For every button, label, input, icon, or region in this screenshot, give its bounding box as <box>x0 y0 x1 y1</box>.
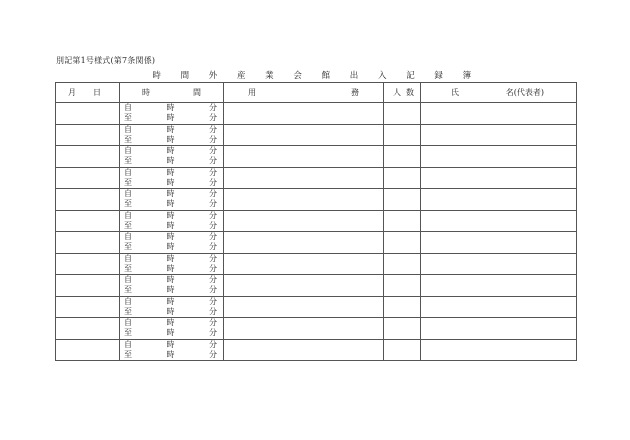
business-cell[interactable] <box>224 210 384 232</box>
table-row <box>56 103 577 125</box>
table-row <box>56 167 577 189</box>
minute-label: 分 <box>209 220 217 230</box>
hour-label: 時 <box>166 275 175 285</box>
people-cell[interactable] <box>384 167 421 189</box>
people-cell[interactable] <box>384 339 421 361</box>
time-cell[interactable] <box>120 296 224 318</box>
col-header-people-part2: 数 <box>406 88 414 97</box>
time-cell[interactable] <box>120 146 224 168</box>
time-cell[interactable] <box>120 232 224 254</box>
time-from-line <box>120 168 223 178</box>
time-to-line <box>120 264 223 274</box>
time-from-line <box>120 297 223 307</box>
minute-label: 分 <box>209 124 217 134</box>
date-cell[interactable] <box>56 189 120 211</box>
time-from-line <box>120 254 223 264</box>
col-header-business-part1: 用 <box>248 88 256 97</box>
date-cell[interactable] <box>56 146 120 168</box>
hour-label: 時 <box>166 306 175 316</box>
name-cell[interactable] <box>421 296 577 318</box>
time-from-line <box>120 340 223 350</box>
minute-label: 分 <box>209 263 217 273</box>
minute-label: 分 <box>209 275 217 285</box>
people-cell[interactable] <box>384 296 421 318</box>
time-to-line <box>120 350 223 360</box>
time-to-line <box>120 156 223 166</box>
people-cell[interactable] <box>384 189 421 211</box>
time-cell[interactable] <box>120 275 224 297</box>
name-cell[interactable] <box>421 124 577 146</box>
date-cell[interactable] <box>56 253 120 275</box>
time-to-line <box>120 242 223 252</box>
table-row <box>56 124 577 146</box>
table-row <box>56 296 577 318</box>
minute-label: 分 <box>209 296 217 306</box>
table-row <box>56 146 577 168</box>
time-from-line <box>120 103 223 113</box>
date-cell[interactable] <box>56 124 120 146</box>
to-label: 至 <box>124 242 132 252</box>
minute-label: 分 <box>209 210 217 220</box>
people-cell[interactable] <box>384 146 421 168</box>
hour-label: 時 <box>166 263 175 273</box>
time-cell[interactable] <box>120 103 224 125</box>
business-cell[interactable] <box>224 339 384 361</box>
minute-label: 分 <box>209 156 217 166</box>
date-cell[interactable] <box>56 210 120 232</box>
name-cell[interactable] <box>421 253 577 275</box>
name-cell[interactable] <box>421 210 577 232</box>
time-cell[interactable] <box>120 124 224 146</box>
hour-label: 時 <box>166 124 175 134</box>
time-cell[interactable] <box>120 339 224 361</box>
to-label: 至 <box>124 113 132 123</box>
name-cell[interactable] <box>421 275 577 297</box>
to-label: 至 <box>124 156 132 166</box>
hour-label: 時 <box>166 199 175 209</box>
business-cell[interactable] <box>224 296 384 318</box>
business-cell[interactable] <box>224 146 384 168</box>
entry-log-table <box>55 82 577 361</box>
form-number-label: 別記第1号様式(第7条関係) <box>56 56 156 65</box>
date-cell[interactable] <box>56 296 120 318</box>
from-label: 自 <box>124 146 132 156</box>
people-cell[interactable] <box>384 232 421 254</box>
business-cell[interactable] <box>224 232 384 254</box>
minute-label: 分 <box>209 242 217 252</box>
hour-label: 時 <box>166 146 175 156</box>
to-label: 至 <box>124 220 132 230</box>
col-header-time-part2: 間 <box>193 88 201 97</box>
hour-label: 時 <box>166 220 175 230</box>
col-header-date <box>56 83 120 103</box>
people-cell[interactable] <box>384 318 421 340</box>
time-from-line <box>120 189 223 199</box>
table-row <box>56 339 577 361</box>
from-label: 自 <box>124 275 132 285</box>
to-label: 至 <box>124 199 132 209</box>
hour-label: 時 <box>166 210 175 220</box>
from-label: 自 <box>124 167 132 177</box>
col-header-day: 日 <box>93 88 101 97</box>
hour-label: 時 <box>166 134 175 144</box>
col-header-month: 月 <box>68 88 76 97</box>
minute-label: 分 <box>209 318 217 328</box>
business-cell[interactable] <box>224 275 384 297</box>
business-cell[interactable] <box>224 253 384 275</box>
minute-label: 分 <box>209 103 217 113</box>
form-title: 時 間 外 産 業 会 館 出 入 記 録 簿 <box>152 71 480 81</box>
table-row <box>56 232 577 254</box>
minute-label: 分 <box>209 167 217 177</box>
hour-label: 時 <box>166 189 175 199</box>
name-cell[interactable] <box>421 339 577 361</box>
from-label: 自 <box>124 124 132 134</box>
to-label: 至 <box>124 285 132 295</box>
table-row <box>56 189 577 211</box>
minute-label: 分 <box>209 199 217 209</box>
from-label: 自 <box>124 189 132 199</box>
business-cell[interactable] <box>224 189 384 211</box>
hour-label: 時 <box>166 242 175 252</box>
name-cell[interactable] <box>421 318 577 340</box>
minute-label: 分 <box>209 328 217 338</box>
time-cell[interactable] <box>120 167 224 189</box>
minute-label: 分 <box>209 349 217 359</box>
time-to-line <box>120 178 223 188</box>
table-row <box>56 253 577 275</box>
minute-label: 分 <box>209 253 217 263</box>
minute-label: 分 <box>209 134 217 144</box>
to-label: 至 <box>124 349 132 359</box>
time-from-line <box>120 211 223 221</box>
date-cell[interactable] <box>56 103 120 125</box>
col-header-people <box>384 83 421 103</box>
to-label: 至 <box>124 306 132 316</box>
time-to-line <box>120 113 223 123</box>
from-label: 自 <box>124 318 132 328</box>
col-header-name-part2: 名(代表者) <box>505 88 544 97</box>
time-from-line <box>120 318 223 328</box>
time-from-line <box>120 232 223 242</box>
people-cell[interactable] <box>384 210 421 232</box>
col-header-business <box>224 83 384 103</box>
minute-label: 分 <box>209 339 217 349</box>
hour-label: 時 <box>166 318 175 328</box>
people-cell[interactable] <box>384 275 421 297</box>
from-label: 自 <box>124 253 132 263</box>
business-cell[interactable] <box>224 103 384 125</box>
name-cell[interactable] <box>421 167 577 189</box>
minute-label: 分 <box>209 146 217 156</box>
date-cell[interactable] <box>56 275 120 297</box>
hour-label: 時 <box>166 156 175 166</box>
hour-label: 時 <box>166 232 175 242</box>
business-cell[interactable] <box>224 124 384 146</box>
table-row <box>56 275 577 297</box>
from-label: 自 <box>124 339 132 349</box>
col-header-name <box>421 83 577 103</box>
minute-label: 分 <box>209 285 217 295</box>
hour-label: 時 <box>166 349 175 359</box>
time-from-line <box>120 275 223 285</box>
hour-label: 時 <box>166 296 175 306</box>
to-label: 至 <box>124 263 132 273</box>
col-header-time-part1: 時 <box>142 88 150 97</box>
name-cell[interactable] <box>421 103 577 125</box>
hour-label: 時 <box>166 167 175 177</box>
business-cell[interactable] <box>224 167 384 189</box>
name-cell[interactable] <box>421 232 577 254</box>
to-label: 至 <box>124 134 132 144</box>
time-cell[interactable] <box>120 189 224 211</box>
date-cell[interactable] <box>56 339 120 361</box>
hour-label: 時 <box>166 285 175 295</box>
hour-label: 時 <box>166 103 175 113</box>
time-from-line <box>120 125 223 135</box>
minute-label: 分 <box>209 306 217 316</box>
minute-label: 分 <box>209 113 217 123</box>
minute-label: 分 <box>209 189 217 199</box>
time-to-line <box>120 307 223 317</box>
business-cell[interactable] <box>224 318 384 340</box>
table-row <box>56 210 577 232</box>
hour-label: 時 <box>166 177 175 187</box>
time-to-line <box>120 221 223 231</box>
from-label: 自 <box>124 103 132 113</box>
people-cell[interactable] <box>384 253 421 275</box>
time-cell[interactable] <box>120 318 224 340</box>
table-body <box>56 103 577 361</box>
col-header-people-part1: 人 <box>393 88 401 97</box>
people-cell[interactable] <box>384 103 421 125</box>
hour-label: 時 <box>166 328 175 338</box>
to-label: 至 <box>124 177 132 187</box>
date-cell[interactable] <box>56 232 120 254</box>
name-cell[interactable] <box>421 146 577 168</box>
time-to-line <box>120 135 223 145</box>
time-to-line <box>120 285 223 295</box>
time-to-line <box>120 328 223 338</box>
from-label: 自 <box>124 296 132 306</box>
minute-label: 分 <box>209 232 217 242</box>
table-row <box>56 318 577 340</box>
people-cell[interactable] <box>384 124 421 146</box>
date-cell[interactable] <box>56 167 120 189</box>
time-cell[interactable] <box>120 253 224 275</box>
hour-label: 時 <box>166 339 175 349</box>
col-header-name-part1: 氏 <box>451 88 459 97</box>
minute-label: 分 <box>209 177 217 187</box>
from-label: 自 <box>124 210 132 220</box>
time-cell[interactable] <box>120 210 224 232</box>
col-header-business-part2: 務 <box>351 88 359 97</box>
from-label: 自 <box>124 232 132 242</box>
to-label: 至 <box>124 328 132 338</box>
table-header-row <box>56 83 577 103</box>
time-from-line <box>120 146 223 156</box>
hour-label: 時 <box>166 253 175 263</box>
col-header-time <box>120 83 224 103</box>
date-cell[interactable] <box>56 318 120 340</box>
name-cell[interactable] <box>421 189 577 211</box>
time-to-line <box>120 199 223 209</box>
hour-label: 時 <box>166 113 175 123</box>
